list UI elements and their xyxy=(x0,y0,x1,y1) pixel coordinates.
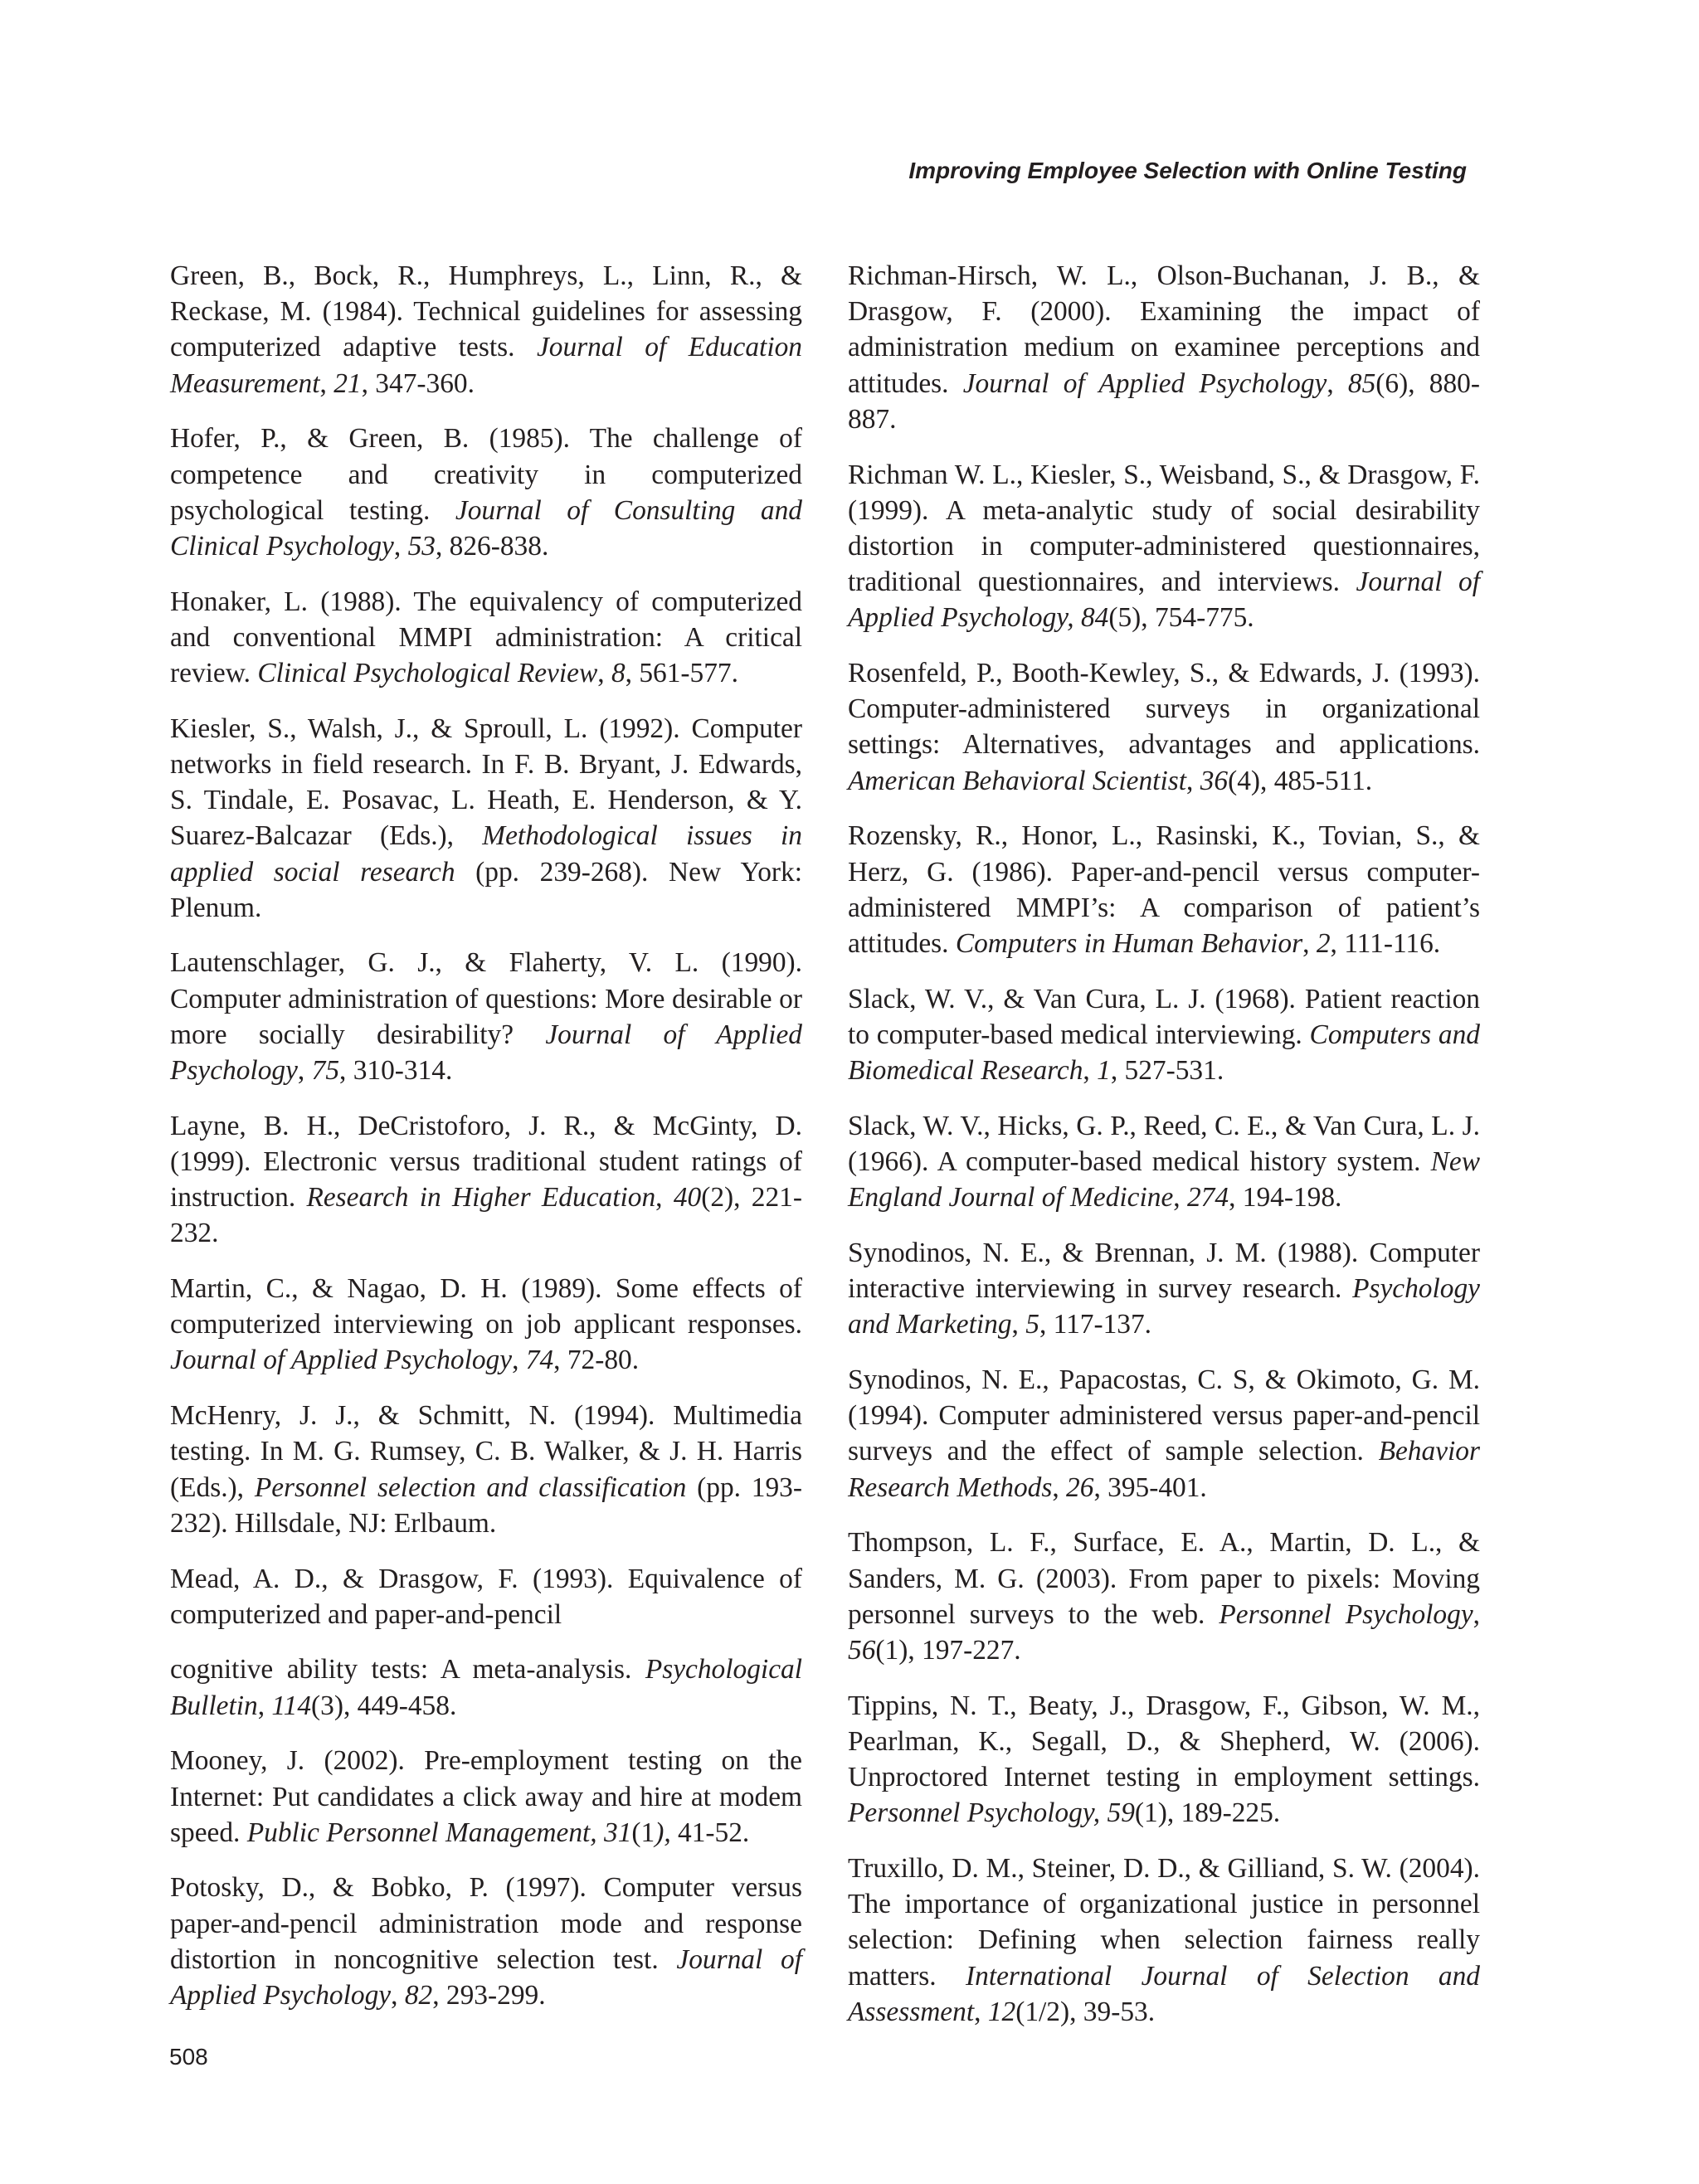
reference-text: (pp. 193-232). Hillsdale, NJ: Erlbaum. xyxy=(170,1471,802,1539)
reference-text: Potosky, D., & Bobko, P. (1997). Computer versus paper-and-pencil administration mode and response distortion in noncognitive selection test. xyxy=(170,1872,802,1975)
reference-italic-text: ), xyxy=(655,1817,671,1848)
reference-italic-text: 53 xyxy=(407,530,436,562)
reference-text: Richman W. L., Kiesler, S., Weisband, S., & Drasgow, F. (1999). A meta-analytic study of social desirability distortion in computer-administered questionnaires, traditional questionnaires, and interviews. xyxy=(848,459,1480,598)
reference-text: , xyxy=(1186,765,1200,796)
reference-italic-text: 2 xyxy=(1316,927,1331,959)
reference-italic-text: Behavior Research Methods xyxy=(848,1436,1480,1503)
reference-text: cognitive ability tests: A meta-analysis. xyxy=(170,1654,645,1685)
reference-text: , xyxy=(1473,1598,1480,1630)
reference-text: , xyxy=(1302,927,1317,959)
reference-entry xyxy=(848,818,1480,961)
reference-text: Layne, B. H., DeCristoforo, J. R., & McGinty, D. (1999). Electronic versus traditional student ratings of instruction. xyxy=(170,1110,802,1214)
reference-italic-text: Psychology and Marketing xyxy=(848,1273,1480,1340)
reference-text: , xyxy=(974,1996,988,2027)
reference-text: Mooney, J. (2002). Pre-employment testing on the Internet: Put candidates a click away and hire at modem speed. xyxy=(170,1745,802,1848)
reference-text: , xyxy=(297,1055,312,1087)
reference-text: Green, B., Bock, R., Humphreys, L., Linn, R., & Reckase, M. (1984). Technical guidelines for assessing computerized adaptive tests. xyxy=(170,260,802,363)
reference-italic-text: Journal of Applied Psychology xyxy=(170,1345,513,1376)
reference-italic-text: Research in Higher Education xyxy=(306,1182,656,1214)
reference-entry xyxy=(848,258,1480,437)
reference-entry xyxy=(170,1271,802,1379)
reference-text: Lautenschlager, G. J., & Flaherty, V. L. (1990). Computer administration of questions: More desirable or more socially desirability? xyxy=(170,947,802,1050)
reference-text: , xyxy=(597,658,611,689)
reference-text: , xyxy=(391,1980,405,2011)
reference-text: , xyxy=(1327,367,1348,399)
reference-italic-text: Personnel selection and classification xyxy=(254,1471,687,1503)
reference-italic-text: Journal of Education Measurement xyxy=(170,332,802,399)
reference-italic-text: Computers in Human Behavior xyxy=(955,927,1303,959)
reference-italic-text: 12 xyxy=(987,1996,1016,2027)
reference-text: 41-52. xyxy=(670,1817,750,1848)
reference-text: , 395-401. xyxy=(1093,1471,1207,1503)
page-number: 508 xyxy=(169,2044,208,2070)
reference-text: , 310-314. xyxy=(339,1055,453,1087)
reference-entry xyxy=(848,981,1480,1089)
reference-text: , xyxy=(319,367,334,399)
reference-entry xyxy=(170,1398,802,1541)
reference-entry xyxy=(170,584,802,692)
reference-italic-text: 74 xyxy=(525,1345,554,1376)
reference-entry xyxy=(170,1651,802,1723)
reference-column-left xyxy=(170,258,802,2033)
reference-entry xyxy=(848,1362,1480,1505)
reference-text: (6), 880-887. xyxy=(848,367,1480,435)
reference-entry xyxy=(170,258,802,401)
reference-italic-text: Personnel Psychology xyxy=(1219,1598,1473,1630)
reference-italic-text: 21 xyxy=(333,367,362,399)
reference-italic-text: 36 xyxy=(1200,765,1229,796)
reference-italic-text: Journal of Consulting and Clinical Psychology xyxy=(170,494,802,562)
reference-entry xyxy=(848,1851,1480,2030)
reference-text: Mead, A. D., & Drasgow, F. (1993). Equivalence of computerized and paper-and-pencil xyxy=(170,1563,802,1630)
reference-text: Tippins, N. T., Beaty, J., Drasgow, F., Gibson, W. M., Pearlman, K., Segall, D., & Shepherd, W. (2006). Unproctored Internet testing in employment settings. xyxy=(848,1690,1480,1793)
reference-italic-text: Public Personnel Management, 31 xyxy=(246,1817,632,1848)
reference-italic-text: Personnel Psychology, 59 xyxy=(848,1797,1135,1829)
reference-text: Martin, C., & Nagao, D. H. (1989). Some effects of computerized interviewing on job applicant responses. xyxy=(170,1273,802,1340)
reference-text: , 561-577. xyxy=(625,658,738,689)
reference-entry xyxy=(170,1561,802,1632)
reference-text: , 293-299. xyxy=(432,1980,546,2011)
reference-text: (1/2), 39-53. xyxy=(1015,1996,1156,2027)
reference-text: Truxillo, D. M., Steiner, D. D., & Gilliand, S. W. (2004). The importance of organizational justice in personnel selection: Defining when selection fairness really matters. xyxy=(848,1852,1480,1992)
reference-entry xyxy=(170,1108,802,1252)
reference-entry xyxy=(848,1688,1480,1831)
reference-entry xyxy=(170,945,802,1088)
reference-italic-text: 5 xyxy=(1025,1309,1039,1340)
reference-text: , 72-80. xyxy=(553,1345,640,1376)
reference-text: , xyxy=(1173,1182,1187,1214)
reference-text: (5), 754-775. xyxy=(1108,602,1254,634)
reference-italic-text: Journal of Applied Psychology xyxy=(170,1019,802,1087)
reference-text: (3), 449-458. xyxy=(311,1690,457,1721)
reference-text: , xyxy=(512,1345,526,1376)
reference-text: , 826-838. xyxy=(435,530,549,562)
reference-italic-text: 8 xyxy=(611,658,626,689)
reference-text: Richman-Hirsch, W. L., Olson-Buchanan, J. B., & Drasgow, F. (2000). Examining the impact of administration medium on examinee perceptions and attitudes. xyxy=(848,260,1480,399)
reference-entry xyxy=(848,457,1480,636)
reference-text: , xyxy=(257,1690,272,1721)
reference-text: Synodinos, N. E., Papacostas, C. S, & Okimoto, G. M. (1994). Computer administered versus paper-and-pencil surveys and the effect of sample selection. xyxy=(848,1364,1480,1467)
reference-text: , xyxy=(655,1182,674,1214)
reference-italic-text: 85 xyxy=(1347,367,1376,399)
reference-text: , 194-198. xyxy=(1229,1182,1342,1214)
reference-text: Synodinos, N. E., & Brennan, J. M. (1988). Computer interactive interviewing in survey research. xyxy=(848,1237,1480,1305)
reference-column-right xyxy=(848,258,1480,2049)
reference-text: (2), 221-232. xyxy=(170,1182,802,1249)
reference-entry xyxy=(848,1525,1480,1668)
reference-italic-text: 56 xyxy=(848,1634,876,1666)
reference-italic-text: Journal of Applied Psychology xyxy=(962,367,1327,399)
reference-entry xyxy=(848,1235,1480,1343)
reference-italic-text: Computers and Biomedical Research xyxy=(848,1019,1480,1087)
reference-text: Thompson, L. F., Surface, E. A., Martin, D. L., & Sanders, M. G. (2003). From paper to pixels: Moving personnel surveys to the web. xyxy=(848,1527,1480,1630)
reference-entry xyxy=(170,1870,802,2013)
reference-italic-text: 82 xyxy=(404,1980,433,2011)
reference-text: , 111-116. xyxy=(1330,927,1441,959)
reference-text: , 117-137. xyxy=(1039,1309,1152,1340)
reference-italic-text: Psychological Bulletin xyxy=(170,1654,802,1721)
reference-entry xyxy=(170,1743,802,1851)
reference-text: Honaker, L. (1988). The equivalency of computerized and conventional MMPI administration: A critical review. xyxy=(170,586,802,689)
reference-italic-text: New England Journal of Medicine xyxy=(848,1146,1480,1214)
reference-text: , xyxy=(1052,1471,1067,1503)
reference-entry xyxy=(848,1108,1480,1216)
reference-text: McHenry, J. J., & Schmitt, N. (1994). Multimedia testing. In M. G. Rumsey, C. B. Walker, & J. H. Harris (Eds.), xyxy=(170,1400,802,1503)
reference-text: Slack, W. V., & Van Cura, L. J. (1968). Patient reaction to computer-based medical interviewing. xyxy=(848,983,1480,1050)
reference-text: , xyxy=(1083,1055,1098,1087)
reference-entry xyxy=(170,711,802,926)
reference-text: , xyxy=(1011,1309,1026,1340)
reference-entry xyxy=(848,655,1480,799)
reference-text: , 347-360. xyxy=(361,367,475,399)
reference-italic-text: 75 xyxy=(311,1055,340,1087)
reference-italic-text: 114 xyxy=(271,1690,312,1721)
reference-text: , xyxy=(393,530,408,562)
reference-text: Rozensky, R., Honor, L., Rasinski, K., Tovian, S., & Herz, G. (1986). Paper-and-pencil versus computer-administered MMPI’s: A comparison of patient’s attitudes. xyxy=(848,820,1480,959)
reference-italic-text: Methodological issues in applied social research xyxy=(170,820,803,888)
reference-text: (1), 197-227. xyxy=(875,1634,1021,1666)
reference-italic-text: 274 xyxy=(1186,1182,1229,1214)
reference-text: Slack, W. V., Hicks, G. P., Reed, C. E., & Van Cura, L. J. (1966). A computer-based medical history system. xyxy=(848,1110,1480,1177)
reference-text: (4), 485-511. xyxy=(1228,765,1373,796)
reference-italic-text: 1 xyxy=(1097,1055,1111,1087)
reference-italic-text: Clinical Psychological Review xyxy=(257,658,598,689)
reference-text: , 527-531. xyxy=(1110,1055,1224,1087)
reference-italic-text: American Behavioral Scientist xyxy=(848,765,1187,796)
reference-italic-text: 40 xyxy=(673,1182,702,1214)
reference-text: Hofer, P., & Green, B. (1985). The challenge of competence and creativity in computerized psychological testing. xyxy=(170,423,802,526)
reference-text: (1 xyxy=(631,1817,655,1848)
reference-text: Kiesler, S., Walsh, J., & Sproull, L. (1992). Computer networks in field research. In F. B. Bryant, J. Edwards, S. Tindale, E. Posavac, L. Heath, E. Henderson, & Y. Suarez-Balcazar (Eds.), xyxy=(170,713,802,852)
reference-italic-text: 26 xyxy=(1066,1471,1094,1503)
reference-text: (pp. 239-268). New York: Plenum. xyxy=(170,856,803,923)
reference-italic-text: Journal of Applied Psychology xyxy=(170,1943,802,2011)
reference-text: Rosenfeld, P., Booth-Kewley, S., & Edwards, J. (1993). Computer-administered surveys in organizational settings: Alternatives, advantages and applications. xyxy=(848,658,1480,761)
reference-text: (1), 189-225. xyxy=(1134,1797,1281,1829)
reference-italic-text: Journal of Applied Psychology, 84 xyxy=(848,567,1480,634)
running-title: Improving Employee Selection with Online Testing xyxy=(908,158,1467,183)
reference-entry xyxy=(170,421,802,564)
reference-italic-text: International Journal of Selection and Assessment xyxy=(848,1960,1480,2027)
